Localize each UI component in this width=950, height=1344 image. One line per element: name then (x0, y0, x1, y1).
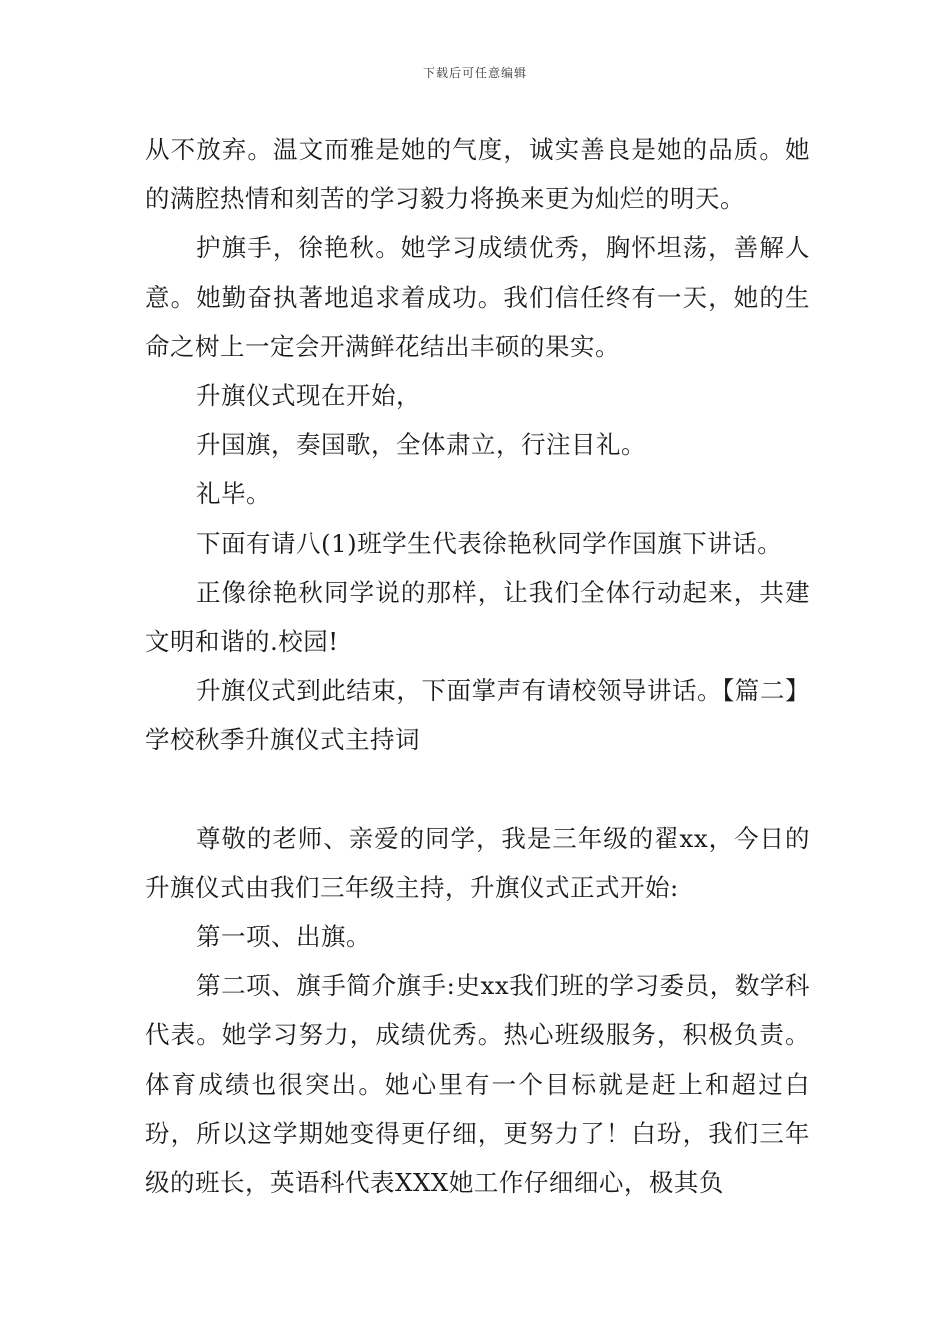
paragraph-11: 第二项、旗手简介旗手:史xx我们班的学习委员，数学科代表。她学习努力，成绩优秀。热心班级服务，积极负责。体育成绩也很突出。她心里有一个目标就是赶上和超过白玢，所以这学期她变得更仔细，更努力了！白玢，我们三年级的班长，英语科代表XXX她工作仔细细心，极其负 (145, 971, 810, 1198)
paragraph-9: 尊敬的老师、亲爱的同学，我是三年级的翟xx，今日的升旗仪式由我们三年级主持，升旗仪式正式开始: (145, 823, 810, 902)
page-header-note: 下载后可任意编辑 (422, 66, 527, 80)
document-body (145, 125, 810, 1207)
paragraph-7: 正像徐艳秋同学说的那样，让我们全体行动起来，共建文明和谐的.校园! (145, 577, 810, 657)
paragraph-1: 从不放弃。温文而雅是她的气度，诚实善良是她的品质。她的满腔热情和刻苦的学习毅力将换来更为灿烂的明天。 (145, 135, 810, 214)
paragraph-4: 升国旗，奏国歌，全体肃立，行注目礼。 (196, 430, 646, 460)
section-gap (145, 765, 810, 814)
paragraph-10: 第一项、出旗。 (196, 922, 371, 952)
paragraph-6: 下面有请八(1)班学生代表徐艳秋同学作国旗下讲话。 (196, 528, 783, 558)
paragraph-5: 礼毕。 (196, 479, 271, 509)
paragraph-8: 升旗仪式到此结束，下面掌声有请校领导讲话。【篇二】学校秋季升旗仪式主持词 (145, 676, 810, 755)
paragraph-3: 升旗仪式现在开始， (196, 381, 421, 411)
paragraph-2: 护旗手，徐艳秋。她学习成绩优秀，胸怀坦荡，善解人意。她勤奋执著地追求着成功。我们信任终有一天，她的生命之树上一定会开满鲜花结出丰硕的果实。 (145, 233, 810, 361)
